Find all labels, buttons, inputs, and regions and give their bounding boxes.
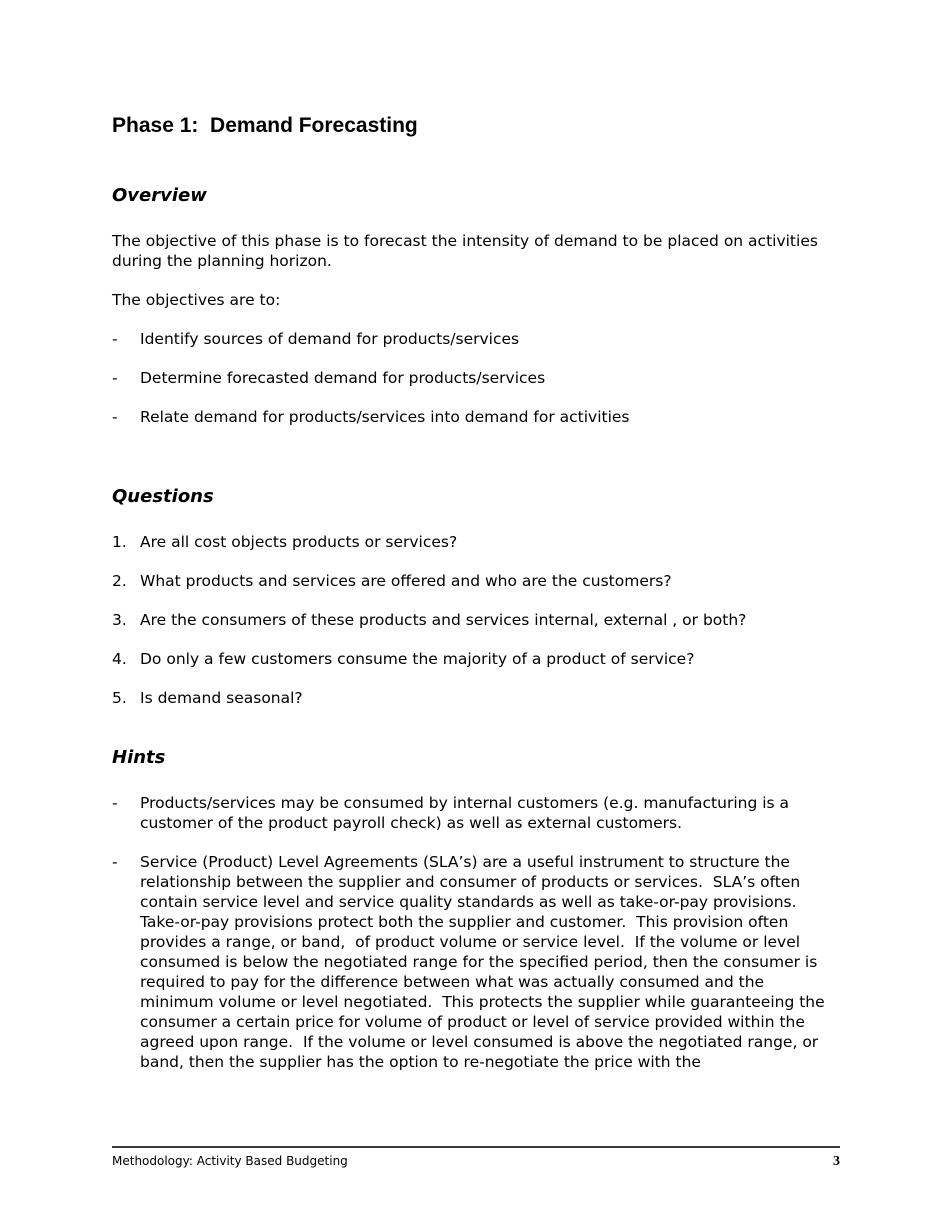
list-item (112, 610, 838, 630)
hints-list (112, 793, 838, 1072)
questions-heading: Questions (112, 486, 214, 507)
question-text: Are the consumers of these products and services internal, external , or both? (140, 611, 747, 629)
footer-document-title: Methodology: Activity Based Budgeting (112, 1154, 348, 1168)
overview-heading: Overview (112, 185, 207, 206)
section-hints (112, 747, 838, 1072)
question-text: What products and services are offered and who are the customers? (140, 572, 672, 590)
objective-text: Determine forecasted demand for products/services (140, 369, 546, 387)
list-number: 3. (112, 611, 127, 629)
list-item (112, 407, 838, 427)
dash-bullet: - (112, 330, 118, 348)
dash-bullet: - (112, 369, 118, 387)
overview-intro-paragraph: The objective of this phase is to forecast the intensity of demand to be placed on activities during the planning horizon. (112, 232, 823, 270)
dash-bullet: - (112, 794, 118, 812)
objective-text: Relate demand for products/services into demand for activities (140, 408, 630, 426)
objective-text: Identify sources of demand for products/services (140, 330, 520, 348)
section-overview (112, 185, 838, 427)
section-questions (112, 486, 838, 708)
list-item (112, 852, 838, 1072)
objectives-list (112, 329, 838, 427)
question-text: Do only a few customers consume the majority of a product of service? (140, 650, 695, 668)
footer-row (112, 1154, 840, 1169)
list-item (112, 571, 838, 591)
hints-heading: Hints (112, 747, 166, 768)
overview-lead-in: The objectives are to: (112, 291, 281, 309)
hint-text: Service (Product) Level Agreements (SLA’s) are a useful instrument to structure the relationship between the supplier and consumer of products or services. SLA’s often contain service level and service quality standards as well as take-or-pay provisions. Take-or-pay provisions protect both the supplier and customer. This provision often provides a range, or band, of product volume or service level. If the volume or level consumed is below the negotiated range for the specified period, then the consumer is required to pay for the difference between what was actually consumed and the minimum volume or level negotiated. This protects the supplier while guaranteeing the consumer a certain price for volume of product or level of service provided within the agreed upon range. If the volume or level consumed is above the negotiated range, or band, then the supplier has the option to re-negotiate the price with the (140, 853, 830, 1071)
list-number: 1. (112, 533, 127, 551)
footer-divider (112, 1146, 840, 1148)
hint-text: Products/services may be consumed by internal customers (e.g. manufacturing is a customer of the product payroll check) as well as external customers. (140, 794, 794, 832)
dash-bullet: - (112, 853, 118, 871)
question-text: Are all cost objects products or services? (140, 533, 458, 551)
list-number: 4. (112, 650, 127, 668)
dash-bullet: - (112, 408, 118, 426)
list-item (112, 649, 838, 669)
list-item (112, 329, 838, 349)
question-text: Is demand seasonal? (140, 689, 303, 707)
questions-list (112, 532, 838, 708)
page-title: Phase 1: Demand Forecasting (112, 114, 418, 137)
list-number: 5. (112, 689, 127, 707)
list-item (112, 793, 838, 833)
list-number: 2. (112, 572, 127, 590)
page-footer (112, 1146, 840, 1169)
list-item (112, 532, 838, 552)
page-number: 3 (833, 1154, 840, 1169)
list-item (112, 368, 838, 388)
document-page (112, 0, 838, 1072)
list-item (112, 688, 838, 708)
